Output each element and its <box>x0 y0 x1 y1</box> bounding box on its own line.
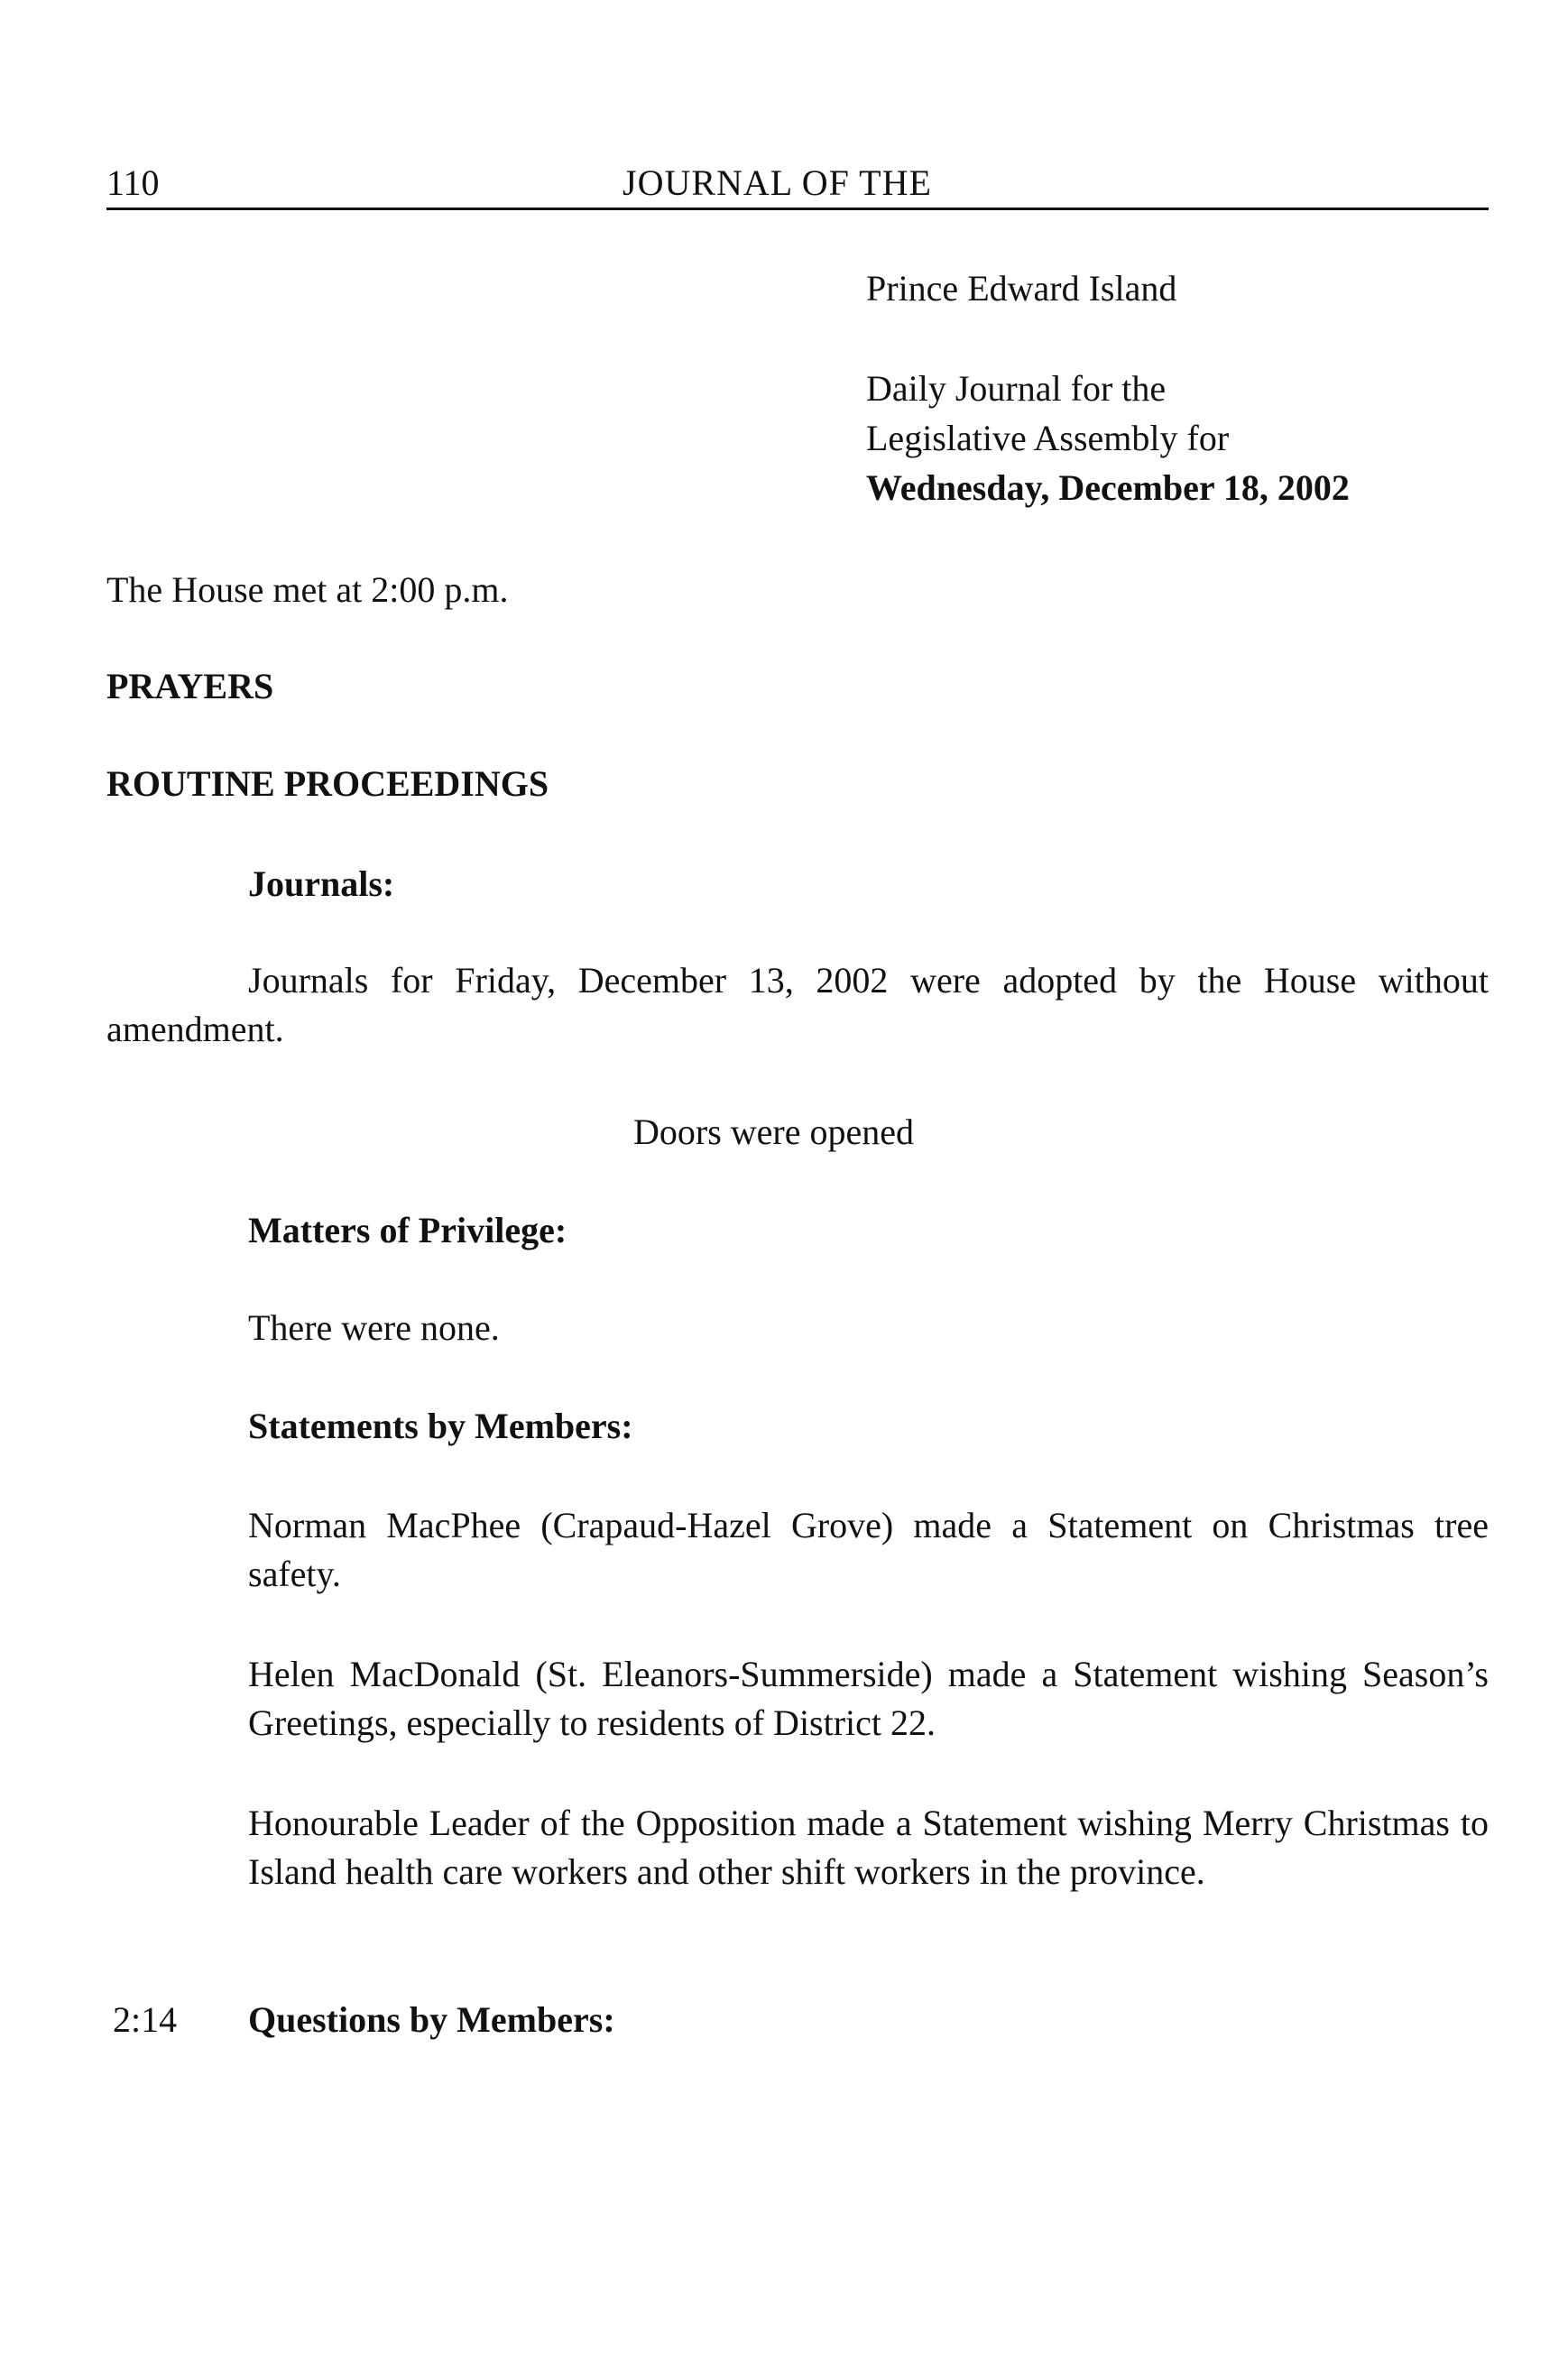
questions-heading: Questions by Members: <box>248 1999 615 2040</box>
privilege-text: There were none. <box>248 1307 500 1348</box>
statement-paragraph: Helen MacDonald (St. Eleanors-Summerside) made a Statement wishing Season’s Greetings, especially to residents of District 22. <box>248 1654 1489 1743</box>
journals-heading: Journals: <box>248 863 395 904</box>
header-rule <box>106 208 1489 210</box>
page-number: 110 <box>106 162 160 203</box>
time-stamp: 2:14 <box>113 1999 178 2040</box>
journal-title-line2: Legislative Assembly for <box>866 418 1230 458</box>
house-met-text: The House met at 2:00 p.m. <box>106 569 509 610</box>
journal-date: Wednesday, December 18, 2002 <box>866 467 1350 508</box>
matters-of-privilege-heading: Matters of Privilege: <box>248 1210 567 1250</box>
place-name: Prince Edward Island <box>866 268 1177 309</box>
journals-paragraph: Journals for Friday, December 13, 2002 were adopted by the House without amendment. <box>106 960 1489 1049</box>
statement-paragraph: Honourable Leader of the Opposition made a Statement wishing Merry Christmas to Island health care workers and other shift workers in the province. <box>248 1803 1489 1892</box>
doors-opened-text: Doors were opened <box>633 1112 914 1152</box>
journal-title-line1: Daily Journal for the <box>866 368 1167 409</box>
statement-paragraph: Norman MacPhee (Crapaud-Hazel Grove) made a Statement on Christmas tree safety. <box>248 1505 1489 1594</box>
routine-proceedings-heading: ROUTINE PROCEEDINGS <box>106 763 549 804</box>
running-title: JOURNAL OF THE <box>623 162 932 203</box>
prayers-heading: PRAYERS <box>106 666 274 706</box>
statements-heading: Statements by Members: <box>248 1406 633 1446</box>
